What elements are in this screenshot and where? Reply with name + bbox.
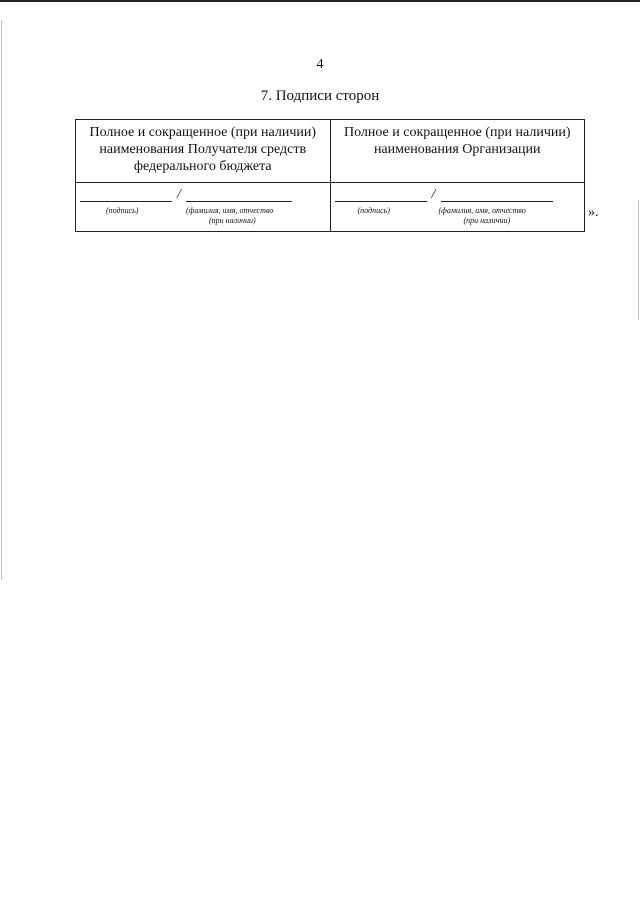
closing-quote: ». <box>588 205 599 220</box>
right-signature-cell <box>330 183 585 232</box>
page-top-border <box>0 0 640 2</box>
scan-edge-mark <box>1 20 2 580</box>
left-header-line-3: федерального бюджета <box>133 159 272 174</box>
right-header-line-2: наименования Организации <box>373 142 541 157</box>
right-header-cell <box>330 120 585 183</box>
right-name-line <box>441 201 553 202</box>
right-signature-line <box>335 201 427 202</box>
table-signature-row <box>76 183 585 232</box>
left-signature-cell <box>76 183 331 232</box>
right-signature-caption: (подпись) <box>357 206 390 215</box>
left-signature-slash: / <box>177 187 181 202</box>
right-name-caption-note: (при наличии) <box>463 216 511 225</box>
left-signature-caption: (подпись) <box>106 206 139 215</box>
left-header-line-1: Полное и сокращенное (при наличии) <box>89 125 316 140</box>
left-name-caption: (фамилия, имя, отчество <box>186 206 274 215</box>
right-signature-slash: / <box>431 187 436 202</box>
page-number: 4 <box>316 57 324 72</box>
signatures-table <box>75 119 585 232</box>
scan-edge-mark-right <box>638 200 639 320</box>
left-name-caption-note: (при наличии) <box>209 216 256 225</box>
section-title: 7. Подписи сторон <box>260 88 380 104</box>
right-header-line-1: Полное и сокращенное (при наличии) <box>343 125 571 140</box>
table-header-row <box>76 120 585 183</box>
left-header-line-2: наименования Получателя средств <box>99 142 307 157</box>
left-signature-line <box>80 201 172 202</box>
left-name-line <box>186 201 292 202</box>
left-header-cell <box>76 120 331 183</box>
right-name-caption: (фамилия, имя, отчество <box>438 206 526 215</box>
